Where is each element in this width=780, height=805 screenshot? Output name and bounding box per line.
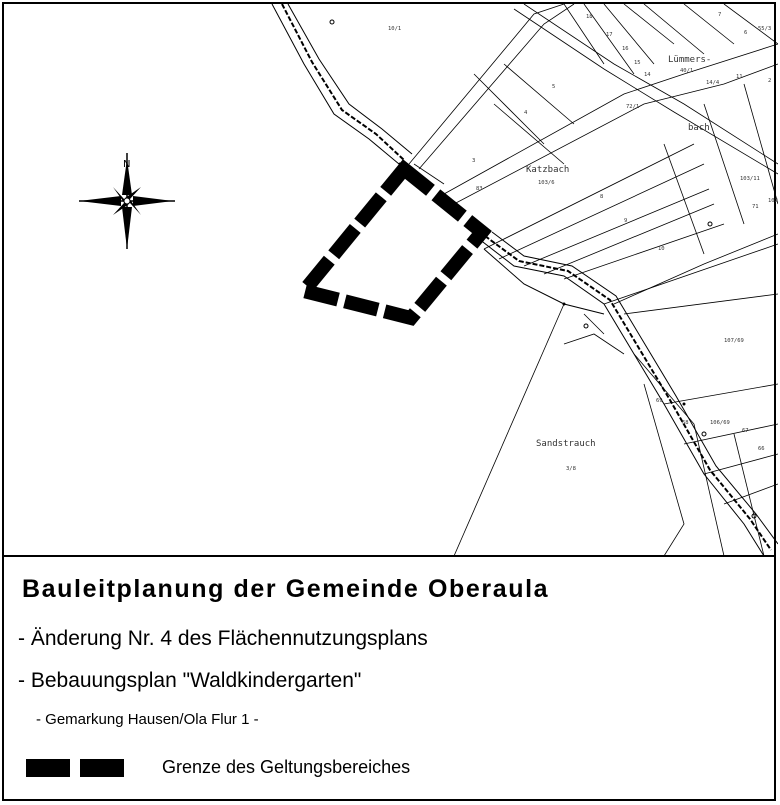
- parcel-number: 15: [634, 60, 641, 66]
- parcel-number: 103/6: [538, 180, 555, 186]
- parcel-number: 69: [656, 398, 663, 404]
- parcel-number: 14: [644, 72, 651, 78]
- map-drawing: [4, 4, 778, 556]
- parcel-number: 9: [624, 218, 628, 224]
- parcel-number: 67: [742, 428, 749, 434]
- parcel-number: 3/8: [566, 466, 576, 472]
- plan-subtitle-fnp: - Änderung Nr. 4 des Flächennutzungsplans: [18, 627, 428, 650]
- plan-subtitle-bplan: - Bebauungsplan "Waldkindergarten": [18, 669, 362, 692]
- parcel-number: 18: [586, 14, 593, 20]
- parcel-number: 17: [606, 32, 613, 38]
- boundary-geltungsbereich[interactable]: [304, 169, 482, 318]
- plan-subtitle-gemarkung: - Gemarkung Hausen/Ola Flur 1 -: [36, 711, 259, 728]
- parcel-number: 83: [476, 186, 483, 192]
- place-label: Lümmers-: [668, 55, 712, 65]
- road-edge: [484, 249, 604, 314]
- parcel-number: 55/3: [758, 26, 772, 32]
- place-label: Katzbach: [526, 165, 570, 175]
- place-label: bach: [688, 123, 710, 133]
- north-label: N: [123, 159, 131, 170]
- parcel-number: 72/1: [626, 104, 640, 110]
- parcel-number: 11: [736, 74, 743, 80]
- place-label: Sandstrauch: [536, 439, 596, 449]
- parcel-number: 107/69: [724, 338, 744, 344]
- parcel-number: 71: [752, 204, 759, 210]
- parcel-number: 66: [758, 446, 765, 452]
- compass-rose-icon: [79, 153, 175, 249]
- parcel-number: 5: [552, 84, 556, 90]
- parcel-number: 10: [658, 246, 665, 252]
- parcel-number: 40/1: [680, 68, 694, 74]
- road-edge: [492, 232, 778, 544]
- parcel-number: 4: [524, 110, 528, 116]
- parcel-number: 2: [768, 78, 772, 84]
- boundary-key-symbol: [26, 759, 126, 777]
- parcel-number: 8: [600, 194, 604, 200]
- parcel-number: 6: [744, 30, 748, 36]
- parcel-number: 10/1: [388, 26, 402, 32]
- parcel-number: 3: [472, 158, 476, 164]
- cadastral-map[interactable]: [4, 4, 778, 556]
- plan-frame: [2, 2, 776, 801]
- parcel-number: 7: [718, 12, 722, 18]
- legend-panel: [4, 557, 774, 801]
- road-edge: [479, 239, 764, 556]
- parcel-number: 103/11: [740, 176, 760, 182]
- plan-title: Bauleitplanung der Gemeinde Oberaula: [22, 575, 550, 603]
- parcel-number: 106/69: [710, 420, 730, 426]
- boundary-key-label: Grenze des Geltungsbereiches: [162, 757, 411, 777]
- parcel-number: 16: [622, 46, 629, 52]
- parcel-number: 68: [682, 420, 689, 426]
- parcel-number: 102: [768, 198, 778, 204]
- road-centerline: [282, 4, 404, 160]
- parcel-number: 14/4: [706, 80, 720, 86]
